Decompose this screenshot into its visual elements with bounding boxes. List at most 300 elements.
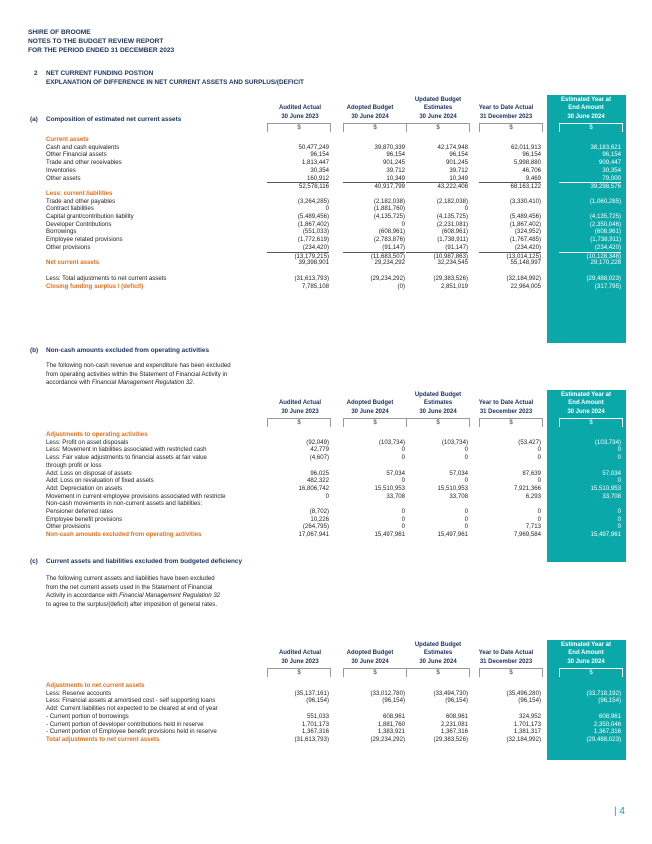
section-b-para-line3 <box>46 379 231 388</box>
cell-col-1: (264,795) <box>302 523 329 531</box>
cell-col-4: 0 <box>537 454 541 462</box>
cell-col-2: 33,708 <box>386 492 405 500</box>
table-row <box>46 439 626 447</box>
section-a-title: Composition of estimated net current assets <box>46 116 182 123</box>
cell-col-3: 42,174,948 <box>437 143 468 151</box>
cell-col-3: (608,961) <box>441 228 468 236</box>
note-subtitle: EXPLANATION OF DIFFERENCE IN NET CURRENT ASSETS AND SURPLUS/(DEFICIT <box>46 79 304 86</box>
table-group-heading <box>46 431 626 439</box>
cell-col-4: 0 <box>537 446 541 454</box>
column-header-2-line-3: 30 June 2024 <box>351 113 389 120</box>
cell-col-4: (13,014,125) <box>479 252 541 261</box>
table-row <box>46 244 626 252</box>
row-label: Non-cash amounts excluded from operating activities <box>46 531 202 539</box>
column-header-1-line-2: Audited Actual <box>278 650 322 657</box>
cell-col-5: (33,718,192) <box>586 689 621 697</box>
currency-label: $ <box>406 418 470 427</box>
cell-col-5: 15,510,953 <box>590 484 621 492</box>
cell-col-4: 55,148,997 <box>510 259 541 267</box>
cell-col-1: 10,226 <box>310 515 329 523</box>
cell-col-2: (608,961) <box>378 228 405 236</box>
cell-col-1: (3,264,285) <box>297 197 329 205</box>
cell-col-3: (103,734) <box>441 438 468 446</box>
row-label: Other provisions <box>46 523 91 531</box>
cell-col-2: 0 <box>401 523 405 531</box>
cell-col-5: 79,000 <box>602 174 621 182</box>
cell-col-5: (317,795) <box>594 283 621 291</box>
cell-col-3: 96,154 <box>449 151 468 159</box>
section-c-para-line4: to agree to the surplus/(deficit) after imposition of general rates. <box>46 600 218 608</box>
column-header-5-line-3: 30 June 2024 <box>567 408 605 415</box>
column-header-3-line-1: Updated Budget <box>414 392 462 398</box>
cell-col-5: (29,488,023) <box>586 735 621 743</box>
row-label: Pensioner deferred rates <box>46 508 114 515</box>
cell-col-5: 0 <box>617 508 621 515</box>
cell-col-3: (96,154) <box>445 697 468 705</box>
cell-col-2: 1,881,760 <box>377 720 405 728</box>
cell-col-2: 1,383,921 <box>377 728 405 736</box>
currency-label: $ <box>406 668 470 677</box>
table-row <box>46 493 626 501</box>
column-header-2-line-2: Adopted Budget <box>346 105 394 112</box>
table-row <box>46 485 626 493</box>
row-label: Less: Financial assets at amortised cost - self supporting loans <box>46 697 216 705</box>
cell-col-5: (1,060,285) <box>589 197 621 205</box>
cell-col-4: 7,921,366 <box>513 484 541 492</box>
row-label: Movement in current employee provisions associated with restricte <box>46 492 226 500</box>
section-c-regulation: Financial Management Regulation 32 <box>119 592 221 600</box>
section-b-letter: (b) <box>30 347 39 354</box>
cell-col-2: (29,234,292) <box>370 735 405 743</box>
section-b-description <box>46 362 231 388</box>
cell-col-5: (4,135,725) <box>589 213 621 220</box>
currency-label: $ <box>559 123 623 132</box>
row-label: Less: Profit on asset disposals <box>46 438 129 446</box>
cell-col-5: 33,708 <box>602 492 621 500</box>
cell-col-3: 0 <box>464 508 468 515</box>
table-total-row <box>46 736 626 744</box>
cell-col-1: 16,806,742 <box>298 484 329 492</box>
cell-col-4: 5,998,880 <box>513 159 541 167</box>
table-row <box>46 713 626 721</box>
table-total-row <box>46 259 626 267</box>
table-row <box>46 705 626 713</box>
table-row <box>46 462 626 470</box>
cell-col-1: 96,154 <box>310 151 329 159</box>
cell-col-1: (5,489,456) <box>297 213 329 220</box>
column-header-5-line-3: 30 June 2024 <box>567 113 605 120</box>
cell-col-2: (1,881,760) <box>373 205 405 213</box>
cell-col-1: (31,613,793) <box>294 735 329 743</box>
cell-col-4: (35,496,280) <box>506 689 541 697</box>
cell-col-1: 160,912 <box>306 174 329 182</box>
cell-col-3: 15,497,961 <box>437 531 468 539</box>
section-b-para-line3-end: . <box>192 379 195 387</box>
cell-col-2: 10,349 <box>386 174 405 182</box>
cell-col-5: 1,367,316 <box>593 728 621 736</box>
cell-col-1: (92,049) <box>306 438 329 446</box>
cell-col-1: 50,477,249 <box>298 143 329 151</box>
currency-label: $ <box>267 668 331 677</box>
column-header-3-line-1: Updated Budget <box>414 642 462 648</box>
cell-col-4: 0 <box>537 508 541 515</box>
cell-col-1: (13,179,215) <box>267 252 329 261</box>
cell-col-5: 29,170,228 <box>590 259 621 267</box>
row-label: Less: Total adjustments to net current assets <box>46 275 167 283</box>
cell-col-5: (1,738,911) <box>590 236 621 244</box>
column-header-5-line-1: Estimated Year at <box>561 97 611 103</box>
cell-col-3: 0 <box>464 446 468 454</box>
row-label: Less: Reserve accounts <box>46 689 112 697</box>
cell-col-4: (32,184,992) <box>506 275 541 283</box>
row-label: Total adjustments to net current assets <box>46 735 160 743</box>
cell-col-3: 1,367,316 <box>440 728 468 736</box>
currency-label: $ <box>479 668 543 677</box>
section-c-para-line3-text: Activity in accordance with <box>46 592 120 600</box>
cell-col-1: (551,033) <box>302 228 329 236</box>
table-row <box>46 151 626 159</box>
cell-col-5: 909,447 <box>598 159 621 167</box>
cell-col-2: (2,783,876) <box>373 236 405 244</box>
cell-col-5: 0 <box>617 446 621 454</box>
cell-col-1: (234,420) <box>302 243 329 251</box>
section-b-para-line2: from operating activities within the Statement of Financial Activity in <box>46 370 228 378</box>
column-header-5-line-2: End Amount <box>568 400 604 407</box>
table-total-row <box>46 283 626 291</box>
column-header-5-line-2: End Amount <box>568 650 604 657</box>
cell-col-4: 6,293 <box>525 492 541 500</box>
cell-col-3: 0 <box>464 477 468 485</box>
cell-col-4: 1,381,317 <box>513 728 541 736</box>
cell-col-2: 0 <box>401 446 405 454</box>
cell-col-4: (1,867,402) <box>509 220 541 228</box>
column-header-3-line-2: Estimates <box>423 105 453 112</box>
cell-col-2: 0 <box>401 477 405 485</box>
cell-col-3: (2,231,081) <box>436 220 468 228</box>
cell-col-5: 2,350,046 <box>593 720 621 728</box>
table-row <box>46 159 626 167</box>
cell-col-4: (1,767,485) <box>509 236 541 244</box>
cell-col-4: 62,011,913 <box>510 143 541 151</box>
cell-col-5: 0 <box>617 515 621 523</box>
cell-col-2: 0 <box>401 454 405 462</box>
cell-col-4: 7,713 <box>525 523 541 531</box>
cell-col-5: (10,128,348) <box>559 252 621 261</box>
cell-col-2: (29,234,292) <box>370 275 405 283</box>
cell-col-5: (29,488,023) <box>586 275 621 283</box>
cell-col-1: 1,367,316 <box>301 728 329 736</box>
table-row <box>46 267 626 275</box>
currency-label: $ <box>343 123 407 132</box>
table-row <box>46 213 626 221</box>
cell-col-2: 15,497,961 <box>374 531 405 539</box>
section-c-description <box>46 575 220 609</box>
section-b-para-line1: The following non-cash revenue and expenditure has been excluded <box>46 362 231 369</box>
cell-col-2: 57,034 <box>386 469 405 477</box>
shire-name: SHIRE OF BROOME <box>28 29 91 36</box>
column-header-5-line-3: 30 June 2024 <box>567 658 605 665</box>
cell-col-1: 42,779 <box>310 446 329 454</box>
cell-col-2: 0 <box>401 508 405 515</box>
row-label: Add: Loss on disposal of assets <box>46 469 132 477</box>
table-row <box>46 236 626 244</box>
cell-col-4: (234,420) <box>514 243 541 251</box>
cell-col-3: 32,234,545 <box>437 259 468 267</box>
cell-col-1: (4,607) <box>309 454 329 462</box>
column-header-2-line-2: Adopted Budget <box>346 400 394 407</box>
table-group-heading <box>46 682 626 690</box>
cell-col-1: (8,702) <box>309 508 329 515</box>
cell-col-3: (91,147) <box>445 243 468 251</box>
cell-col-2: 901,245 <box>382 159 405 167</box>
cell-col-4: 9,469 <box>525 174 541 182</box>
row-label: Non-cash movements in non-current assets and liabilities: <box>46 500 203 508</box>
cell-col-4: 46,706 <box>522 166 541 174</box>
column-header-3-line-1: Updated Budget <box>414 97 462 103</box>
row-label: Less: Fair value adjustments to financial assets at fair value <box>46 454 207 462</box>
cell-col-1: 1,701,173 <box>301 720 329 728</box>
row-label: Borrowings <box>46 228 77 236</box>
cell-col-4: (32,184,992) <box>506 735 541 743</box>
table-row <box>46 470 626 478</box>
column-header-2-line-3: 30 June 2024 <box>351 658 389 665</box>
row-label: Current assets <box>46 136 89 143</box>
table-row <box>46 167 626 175</box>
cell-col-3: 39,712 <box>449 166 468 174</box>
row-label: Add: Current liabilities not expected to be cleared at end of year <box>46 705 218 713</box>
row-label: Add: Loss on revaluation of fixed assets <box>46 477 154 485</box>
cell-col-5: 0 <box>617 454 621 462</box>
cell-col-3: (33,494,730) <box>433 689 468 697</box>
row-label: Cash and cash equivalents <box>46 143 120 151</box>
cell-col-3: 33,708 <box>449 492 468 500</box>
cell-col-3: (29,383,526) <box>433 735 468 743</box>
cell-col-1: (96,154) <box>306 697 329 705</box>
row-label: Employee related provisions <box>46 236 123 244</box>
cell-col-2: 608,961 <box>382 712 405 720</box>
cell-col-2: (4,135,725) <box>373 213 405 220</box>
cell-col-5: 15,497,961 <box>590 531 621 539</box>
table-row <box>46 516 626 524</box>
cell-col-3: 2,851,019 <box>440 283 468 291</box>
table-row <box>46 454 626 462</box>
cell-col-1: 1,813,447 <box>301 159 329 167</box>
table-total-row <box>46 531 626 539</box>
currency-label: $ <box>559 418 623 427</box>
cell-col-4: 7,969,584 <box>513 531 541 539</box>
row-label: Adjustments to operating activities <box>46 431 148 438</box>
table-row <box>46 228 626 236</box>
row-label: Other assets <box>46 174 81 182</box>
column-header-3-line-3: 30 June 2024 <box>419 113 457 120</box>
cell-col-3: 0 <box>464 523 468 531</box>
table-row <box>46 508 626 516</box>
table-row <box>46 721 626 729</box>
table-row <box>46 477 626 485</box>
table-row <box>46 690 626 698</box>
cell-col-2: 39,870,339 <box>374 143 405 151</box>
table-group-heading <box>46 190 626 198</box>
cell-col-3: (1,738,911) <box>437 236 468 244</box>
column-header-5-line-1: Estimated Year at <box>561 392 611 398</box>
cell-col-4: 87,639 <box>522 469 541 477</box>
cell-col-5: 0 <box>617 477 621 485</box>
column-header-3-line-2: Estimates <box>423 650 453 657</box>
cell-col-3: (29,383,526) <box>433 275 468 283</box>
row-label: Other Financial assets <box>46 151 107 159</box>
cell-col-4: (324,952) <box>514 228 541 236</box>
report-header <box>28 28 174 55</box>
row-label: Inventories <box>46 166 76 174</box>
cell-col-4: 1,701,173 <box>513 720 541 728</box>
column-header-5-line-1: Estimated Year at <box>561 642 611 648</box>
cell-col-1: 482,322 <box>306 477 329 485</box>
row-label: Less: current liabilities <box>46 189 113 197</box>
cell-col-2: (2,182,038) <box>373 197 405 205</box>
cell-col-1: (1,867,402) <box>297 220 329 228</box>
table-row <box>46 198 626 206</box>
cell-col-5: (103,734) <box>594 438 621 446</box>
currency-label: $ <box>267 123 331 132</box>
cell-col-2: 29,234,292 <box>374 259 405 267</box>
cell-col-5: (96,154) <box>598 697 621 705</box>
table-subtotal-row <box>46 182 626 190</box>
cell-col-4: (3,330,410) <box>509 197 541 205</box>
note-number: 2 <box>34 70 38 77</box>
cell-col-2: (96,154) <box>382 697 405 705</box>
column-header-4-line-2: Year to Date Actual <box>478 400 534 407</box>
table-row <box>46 205 626 213</box>
cell-col-4: 22,964,005 <box>510 283 541 291</box>
cell-col-5: 0 <box>617 523 621 531</box>
column-header-1-line-2: Audited Actual <box>278 105 322 112</box>
cell-col-2: (91,147) <box>382 243 405 251</box>
cell-col-2: (0) <box>397 283 405 291</box>
cell-col-4: 68,163,122 <box>479 182 541 191</box>
column-header-1-line-3: 30 June 2023 <box>281 658 319 665</box>
currency-label: $ <box>479 418 543 427</box>
cell-col-3: 2,231,081 <box>440 720 468 728</box>
table-row <box>46 446 626 454</box>
row-label: Contract liabilities <box>46 205 94 213</box>
report-title: NOTES TO THE BUDGET REVIEW REPORT <box>28 38 164 45</box>
cell-col-1: 7,785,108 <box>301 283 329 291</box>
cell-col-2: 0 <box>401 515 405 523</box>
table-row <box>46 697 626 705</box>
cell-col-2: 15,510,953 <box>374 484 405 492</box>
cell-col-5: (2,350,046) <box>589 220 621 228</box>
cell-col-2: 96,154 <box>386 151 405 159</box>
table-row <box>46 275 626 283</box>
row-label: Trade and other payables <box>46 197 116 205</box>
row-label: Other provisions <box>46 243 91 251</box>
cell-col-3: 0 <box>464 205 468 213</box>
table-row <box>46 175 626 183</box>
table-row <box>46 144 626 152</box>
row-label: - Current portion of developer contributions held in reserve <box>46 720 204 728</box>
row-label: - Current portion of Employee benefit provisions held in reserve <box>46 728 217 736</box>
cell-col-2: (11,683,507) <box>343 252 405 261</box>
column-header-3-line-2: Estimates <box>423 400 453 407</box>
cell-col-4: 324,952 <box>518 712 541 720</box>
currency-label: $ <box>267 418 331 427</box>
column-header-4-line-3: 31 December 2023 <box>479 408 533 415</box>
cell-col-2: 39,712 <box>386 166 405 174</box>
currency-label: $ <box>406 123 470 132</box>
cell-col-3: 43,222,408 <box>406 182 468 191</box>
section-b-title: Non-cash amounts excluded from operating activities <box>46 347 209 354</box>
section-b-para-line3-text: accordance with <box>46 379 92 387</box>
row-label: Closing funding surplus / (deficit) <box>46 283 144 291</box>
row-label: Capital grant/contribution liability <box>46 213 134 220</box>
cell-col-1: 39,398,901 <box>298 259 329 267</box>
section-c-para-line1: The following current assets and liabilities have been excluded <box>46 575 215 582</box>
cell-col-3: 10,349 <box>449 174 468 182</box>
cell-col-3: 0 <box>464 515 468 523</box>
cell-col-1: 30,354 <box>310 166 329 174</box>
cell-col-1: 0 <box>325 492 329 500</box>
cell-col-4: (5,489,456) <box>509 213 541 220</box>
cell-col-3: 901,245 <box>445 159 468 167</box>
column-header-4-line-2: Year to Date Actual <box>478 105 534 112</box>
column-header-2-line-3: 30 June 2024 <box>351 408 389 415</box>
cell-col-5: 96,154 <box>602 151 621 159</box>
cell-col-1: (31,613,793) <box>294 275 329 283</box>
row-label: Adjustments to net current assets <box>46 682 145 689</box>
column-header-1-line-3: 30 June 2023 <box>281 113 319 120</box>
cell-col-3: 15,510,953 <box>437 484 468 492</box>
cell-col-2: 40,917,799 <box>343 182 405 191</box>
cell-col-3: (2,182,038) <box>436 197 468 205</box>
row-label: - Current portion of borrowings <box>46 712 129 720</box>
cell-col-5: 39,298,576 <box>559 182 621 191</box>
column-header-3-line-3: 30 June 2024 <box>419 408 457 415</box>
column-header-1-line-3: 30 June 2023 <box>281 408 319 415</box>
cell-col-4: 96,154 <box>522 151 541 159</box>
row-label: Trade and other receivables <box>46 159 122 167</box>
section-a-letter: (a) <box>30 116 38 123</box>
cell-col-1: 96,025 <box>310 469 329 477</box>
column-header-1-line-2: Audited Actual <box>278 400 322 407</box>
cell-col-5: 608,961 <box>598 712 621 720</box>
currency-label: $ <box>343 418 407 427</box>
table-group-heading <box>46 136 626 144</box>
section-c-title: Current assets and liabilities excluded from budgeted deficiency <box>46 558 243 565</box>
table-row <box>46 523 626 531</box>
cell-col-5: (234,420) <box>594 243 621 251</box>
cell-col-1: (35,137,161) <box>294 689 329 697</box>
cell-col-1: 551,033 <box>306 712 329 720</box>
cell-col-3: (10,987,863) <box>406 252 468 261</box>
column-header-4-line-3: 31 December 2023 <box>479 113 533 120</box>
table-row <box>46 500 626 508</box>
report-period: FOR THE PERIOD ENDED 31 DECEMBER 2023 <box>28 47 175 54</box>
currency-label: $ <box>479 123 543 132</box>
cell-col-1: 17,067,941 <box>298 531 329 539</box>
section-b-regulation: Financial Management Regulation 32 <box>91 379 193 387</box>
row-label: Developer Contributions <box>46 220 112 228</box>
currency-label: $ <box>559 668 623 677</box>
cell-col-3: 0 <box>464 454 468 462</box>
column-header-3-line-3: 30 June 2024 <box>419 658 457 665</box>
cell-col-3: 608,961 <box>445 712 468 720</box>
row-label: Employee benefit provisions <box>46 515 123 523</box>
section-c-letter: (c) <box>30 558 38 565</box>
cell-col-4: (96,154) <box>518 697 541 705</box>
column-header-2-line-2: Adopted Budget <box>346 650 394 657</box>
row-label: Add: Depreciation on assets <box>46 484 123 492</box>
cell-col-3: 57,034 <box>449 469 468 477</box>
